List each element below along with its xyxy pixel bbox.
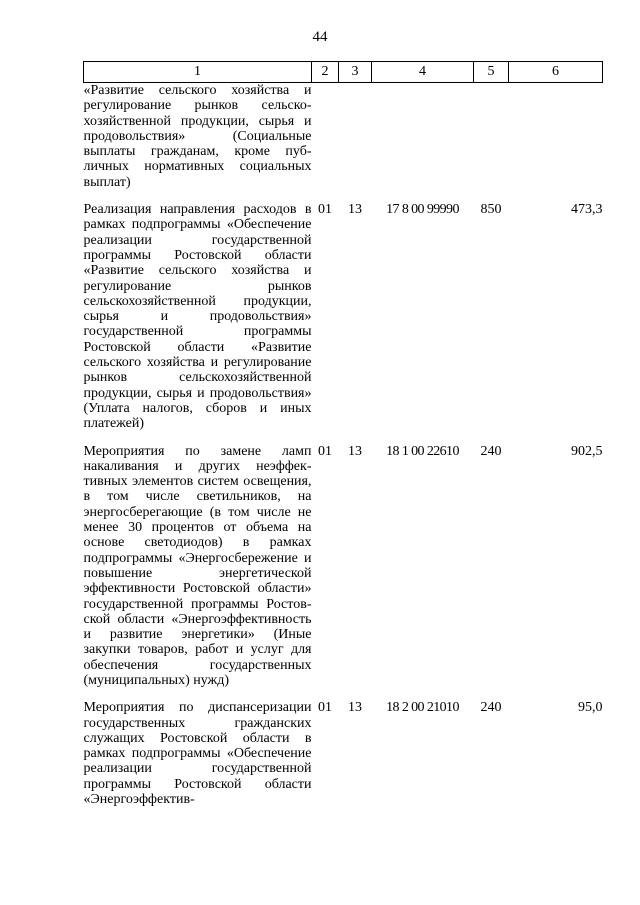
row-expense-type: 850 [480,202,502,218]
row-target-code [372,83,474,191]
row-subsection-code: 13 [348,202,362,218]
column-header-4: 4 [372,62,474,83]
column-header-3: 3 [339,62,372,83]
table-row [84,444,603,689]
column-header-1: 1 [84,62,312,83]
row-section-code: 01 [318,443,332,459]
row-target-code: 18 1 00 22610 [386,443,459,459]
row-amount: 95,0 [578,700,603,716]
table-header-row [84,62,603,83]
row-description: Мероприятия по замене ламп накаливания и других неэффективных элементов систем освещения, в том числе светильников, на энергосберегающие (в том числе не менее 30 процентов от объема на основе светодиодов) в рамках подпрограммы «Энергосбережение и повышение энергетической эффективности Ростовской области» государственной программы Ростовской области «Энергоэффективность и развитие энергетики» (Иные закупки товаров, работ и услуг для обеспечения государственных (муниципальных) нужд) [83,443,312,688]
column-header-2: 2 [312,62,339,83]
row-amount [509,83,603,191]
column-header-6: 6 [509,62,603,83]
row-subsection-code: 13 [348,443,362,459]
column-header-5: 5 [474,62,509,83]
row-subsection-code [339,83,372,191]
row-section-code [312,83,339,191]
row-expense-type: 240 [480,700,502,716]
table-row [84,202,603,431]
table-row [84,700,603,807]
row-section-code: 01 [318,202,332,218]
row-amount: 473,3 [571,202,603,218]
row-target-code: 17 8 00 99990 [386,202,459,218]
row-description: Реализация направления расходов в рамках подпрограммы «Обеспечение реализации государственной программы Ростовской области «Развитие сельского хозяйства и регулирование рынков сельскохозяйственной продукции, сырья и продовольствия» государственной программы Ростовской области «Развитие сельского хозяйства и регулирование рынков сельскохозяйственной продукции, сырья и продовольствия» (Уплата налогов, сборов и иных платeжей) [83,202,312,432]
row-target-code: 18 2 00 21010 [386,700,459,716]
row-expense-type [474,83,509,191]
row-section-code: 01 [318,700,332,716]
table-row [84,83,603,191]
row-amount: 902,5 [571,443,603,459]
budget-table [83,61,603,807]
row-description: «Развитие сельского хозяйства и регулирование рынков сельскохозяйственной продукции, сырья и продовольствия» (Социальные выплаты гражданам, кроме публичных нормативных социальных выплат) [83,83,312,190]
row-expense-type: 240 [480,443,502,459]
row-description: Мероприятия по диспансеризации государственных гражданских служащих Ростовской области в рамках подпрограммы «Обеспечение реализации государственной программы Ростовской области «Энергоэффектив- [83,700,312,808]
row-subsection-code: 13 [348,700,362,716]
page-number: 44 [312,29,328,45]
